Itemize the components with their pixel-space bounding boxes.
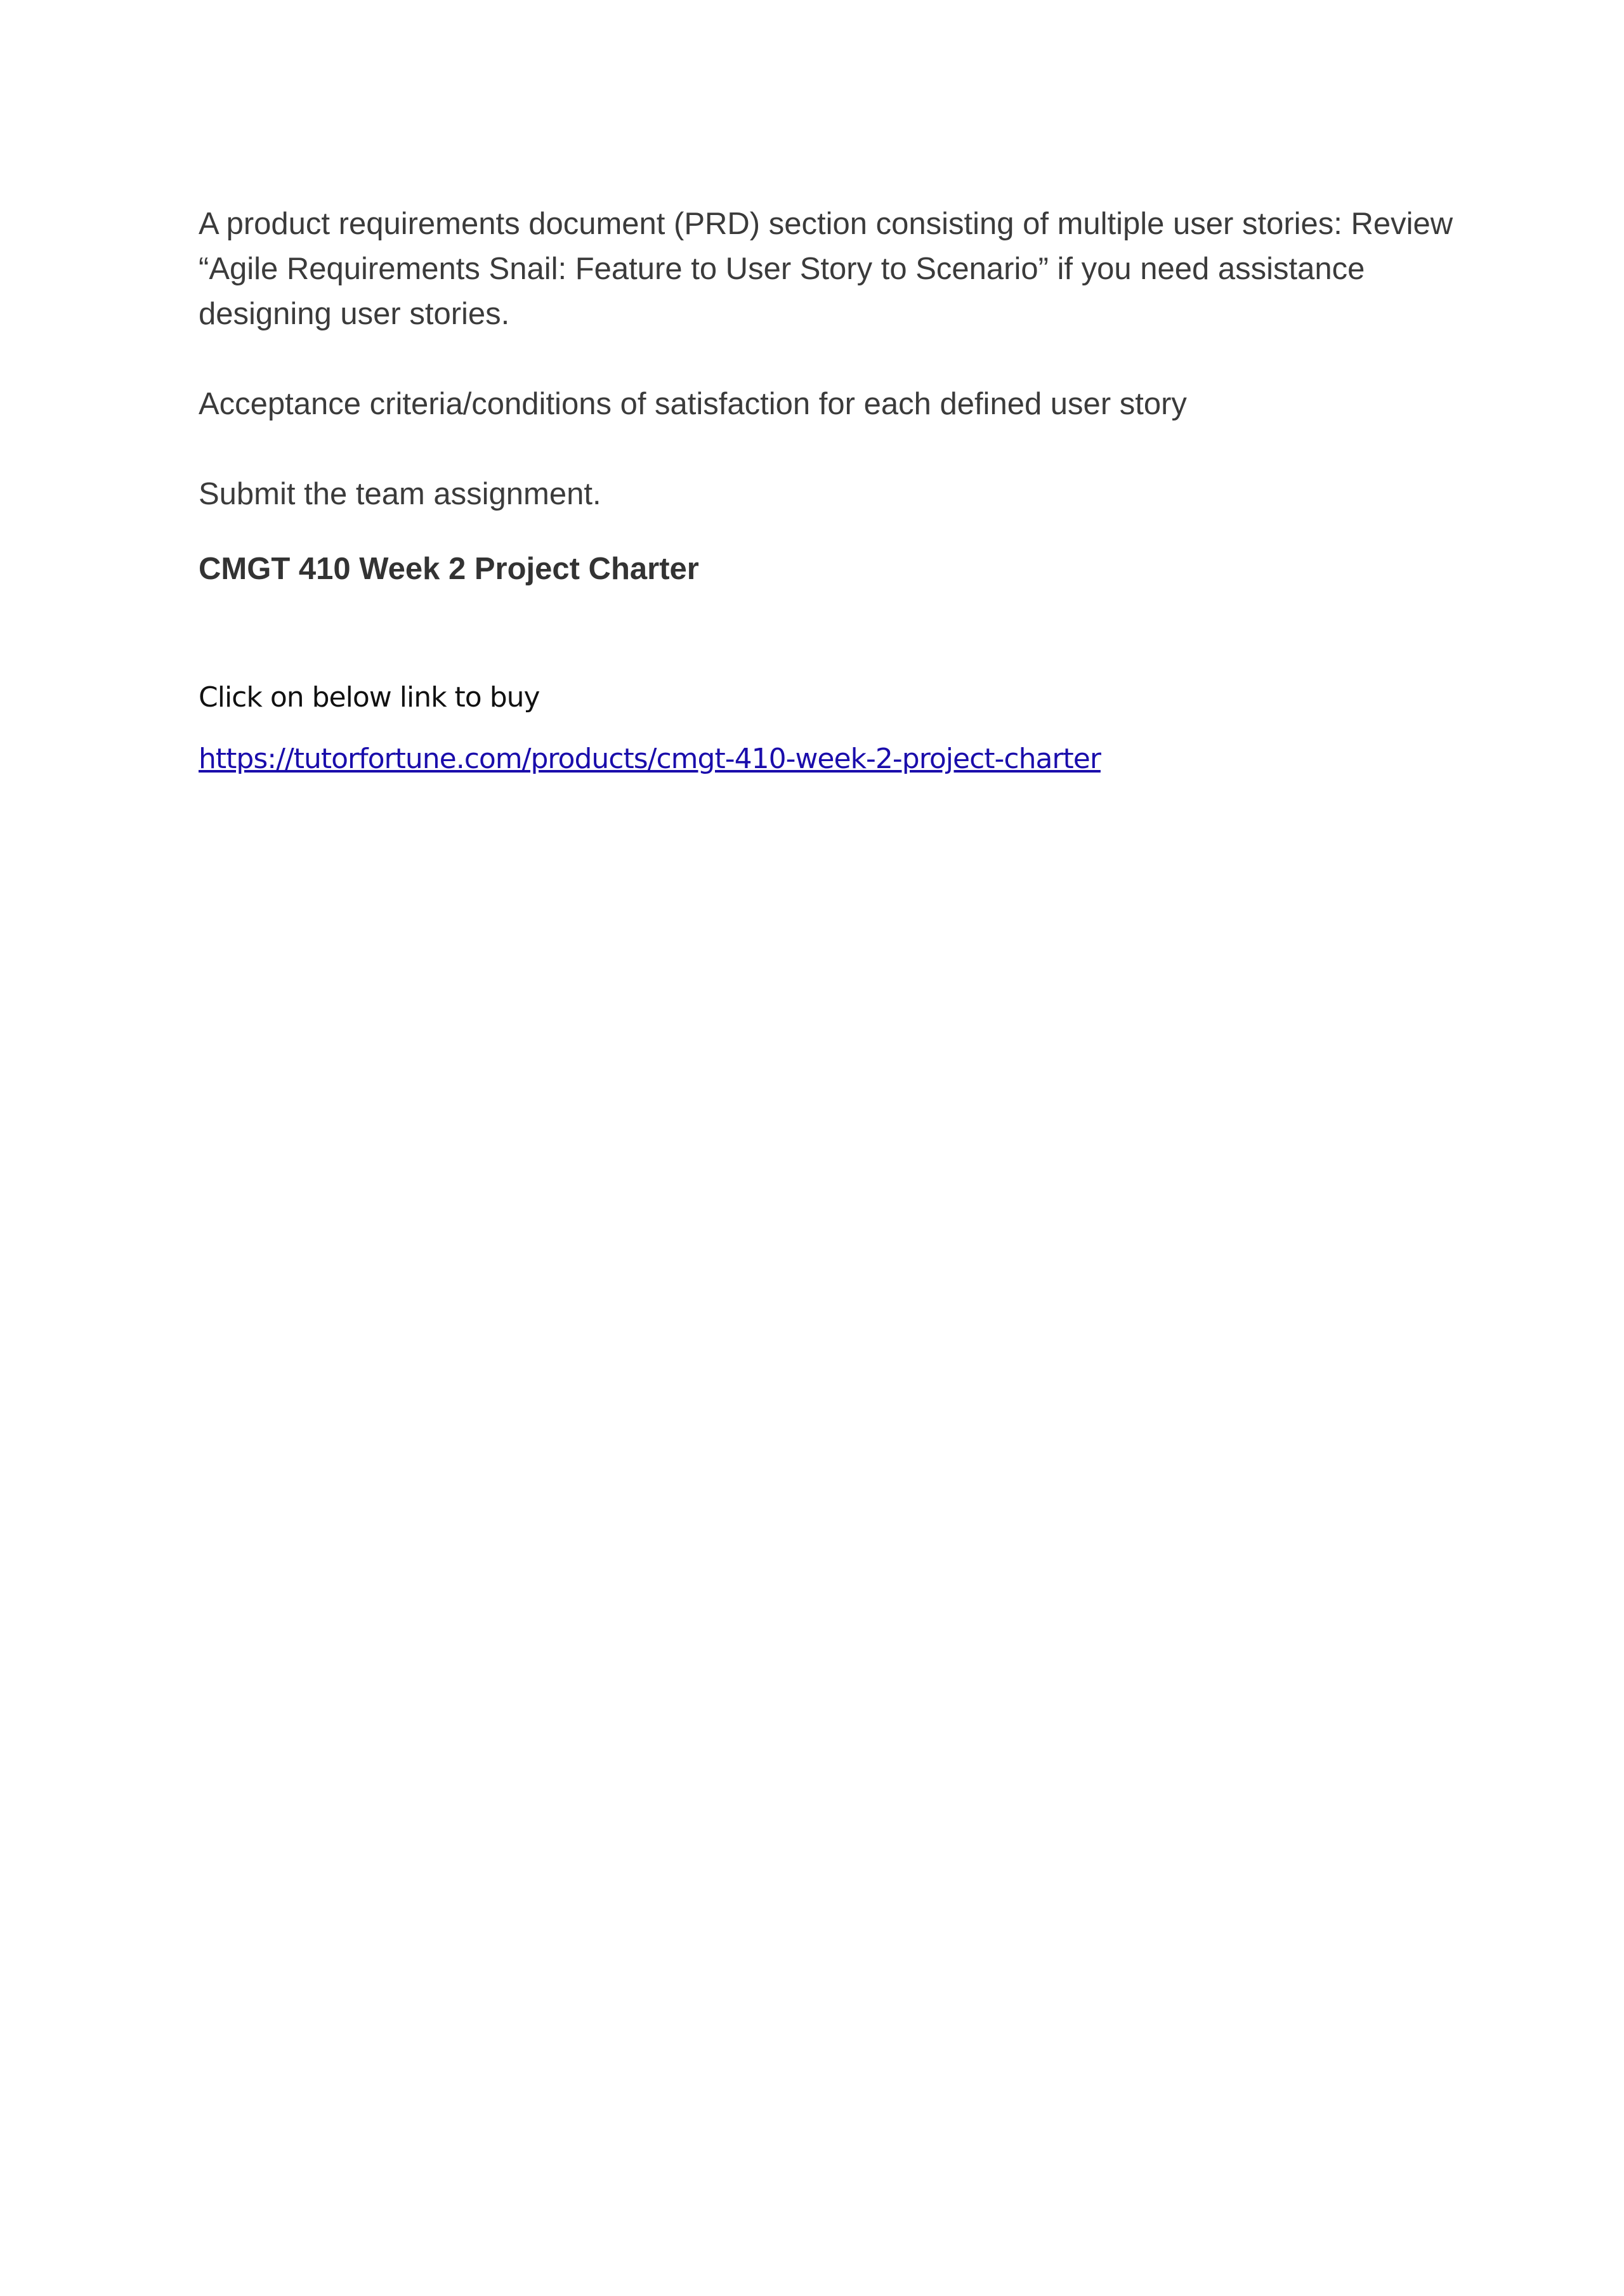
document-content — [199, 202, 1455, 780]
paragraph-prd-section: A product requirements document (PRD) section consisting of multiple user stories: Review “Agile Requirements Snail: Feature to User Story to Scenario” if you need assistance designing user stories. — [199, 207, 1453, 331]
product-link[interactable]: https://tutorfortune.com/products/cmgt-410-week-2-project-charter — [199, 743, 1101, 775]
section-heading: CMGT 410 Week 2 Project Charter — [199, 552, 699, 586]
paragraph-submit-assignment: Submit the team assignment. — [199, 477, 601, 511]
paragraph-acceptance-criteria: Acceptance criteria/conditions of satisfaction for each defined user story — [199, 387, 1187, 421]
buy-instruction-text: Click on below link to buy — [199, 681, 540, 714]
